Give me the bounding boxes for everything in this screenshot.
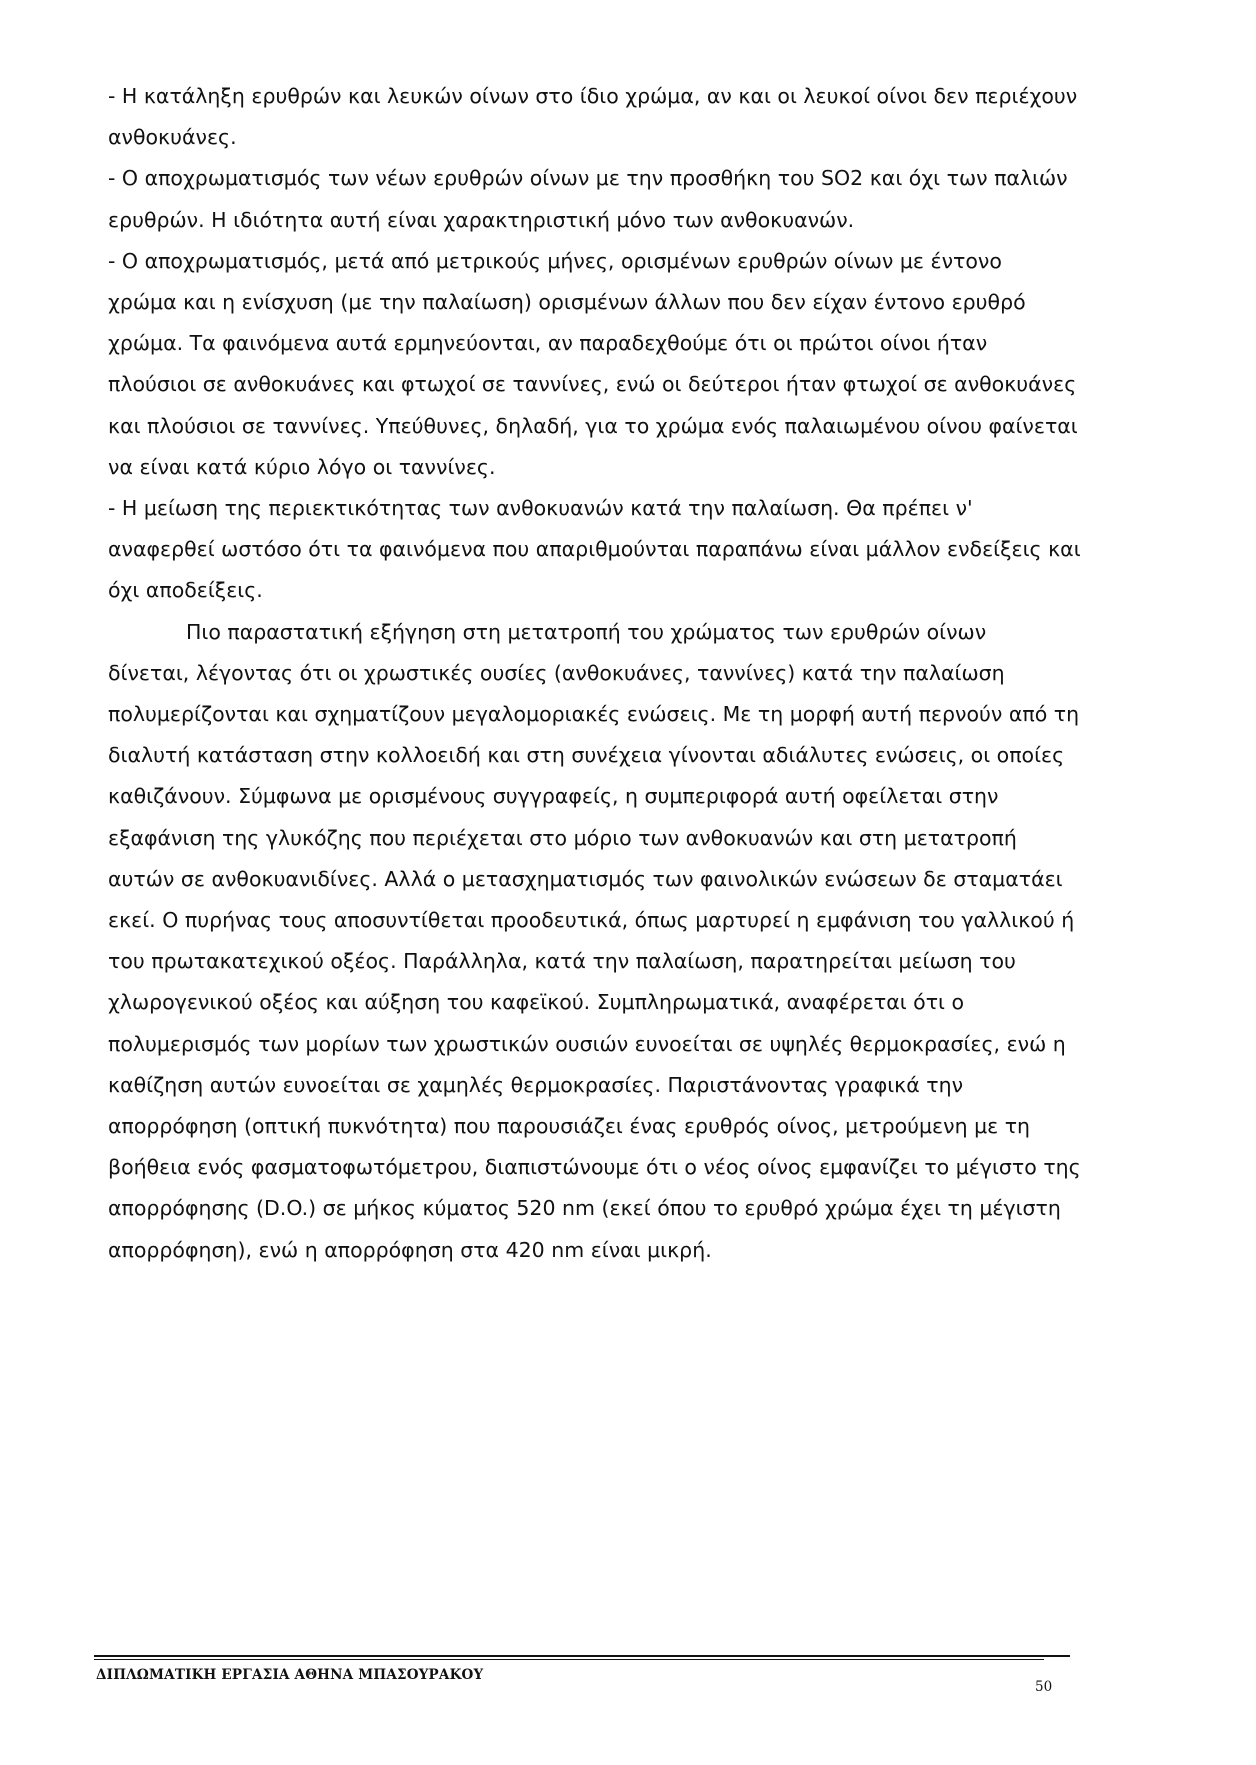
text-line: να είναι κατά κύριο λόγο οι ταννίνες. — [108, 454, 496, 479]
text-line: - Η κατάληξη ερυθρών και λευκών οίνων στο ίδιο χρώμα, αν και οι λευκοί οίνοι δεν περιέχουν — [108, 84, 1078, 108]
text-line: χρώμα. Τα φαινόμενα αυτά ερμηνεύονται, αν παραδεχθούμε ότι οι πρώτοι οίνοι ήταν — [108, 331, 988, 356]
text-line: εξαφάνιση της γλυκόζης που περιέχεται στο μόριο των ανθοκυανών και στη μετατροπή — [108, 825, 1017, 850]
text-line: όχι αποδείξεις. — [108, 578, 263, 603]
text-line: απορρόφησης (D.O.) σε μήκος κύματος 520 nm (εκεί όπου το ερυθρό χρώμα έχει τη μέγιστη — [108, 1196, 1061, 1221]
text-line: εκεί. Ο πυρήνας τους αποσυντίθεται προοδευτικά, όπως μαρτυρεί η εμφάνιση του γαλλικού ή — [108, 908, 1075, 933]
text-line: χλωρογενικού οξέος και αύξηση του καφεϊκού. Συμπληρωματικά, αναφέρεται ότι ο — [108, 990, 965, 1015]
text-line: αυτών σε ανθοκυανιδίνες. Αλλά ο μετασχηματισμός των φαινολικών ενώσεων δε σταματάει — [108, 866, 1063, 891]
text-line: καθίζηση αυτών ευνοείται σε χαμηλές θερμοκρασίες. Παριστάνοντας γραφικά την — [108, 1072, 964, 1097]
text-line: και πλούσιοι σε ταννίνες. Υπεύθυνες, δηλαδή, για το χρώμα ενός παλαιωμένου οίνου φαίνεται — [108, 413, 1078, 438]
text-line: δίνεται, λέγοντας ότι οι χρωστικές ουσίες (ανθοκυάνες, ταννίνες) κατά την παλαίωση — [108, 660, 1005, 685]
text-line: απορρόφηση), ενώ η απορρόφηση στα 420 nm είναι μικρή. — [108, 1237, 712, 1262]
text-line: χρώμα και η ενίσχυση (με την παλαίωση) ορισμένων άλλων που δεν είχαν έντονο ερυθρό — [108, 290, 1026, 315]
footer-divider — [94, 1655, 1070, 1657]
text-line: πλούσιοι σε ανθοκυάνες και φτωχοί σε ταννίνες, ενώ οι δεύτεροι ήταν φτωχοί σε ανθοκυάνες — [108, 372, 1077, 397]
page-body — [108, 76, 1116, 1271]
text-line: βοήθεια ενός φασματοφωτόμετρου, διαπιστώνουμε ότι ο νέος οίνος εμφανίζει το μέγιστο της — [108, 1155, 1081, 1180]
text-line: ερυθρών. Η ιδιότητα αυτή είναι χαρακτηριστική μόνο των ανθοκυανών. — [108, 207, 855, 232]
text-line: απορρόφηση (οπτική πυκνότητα) που παρουσιάζει ένας ερυθρός οίνος, μετρούμενη με τη — [108, 1114, 1031, 1139]
text-line: Πιο παραστατική εξήγηση στη μετατροπή του χρώματος των ερυθρών οίνων — [186, 619, 987, 644]
footer-title: ΔΙΠΛΩΜΑΤΙΚΗ ΕΡΓΑΣΙΑ ΑΘΗΝΑ ΜΠΑΣΟΥΡΑΚΟΥ — [96, 1667, 484, 1683]
footer-divider-thin — [94, 1659, 1044, 1660]
text-line: - Ο αποχρωματισμός των νέων ερυθρών οίνων με την προσθήκη του SO2 και όχι των παλιών — [108, 166, 1068, 191]
text-line: πολυμερισμός των μορίων των χρωστικών ουσιών ευνοείται σε υψηλές θερμοκρασίες, ενώ η — [108, 1031, 1066, 1056]
text-line: πολυμερίζονται και σχηματίζουν μεγαλομοριακές ενώσεις. Με τη μορφή αυτή περνούν από τη — [108, 702, 1080, 727]
text-line: καθιζάνουν. Σύμφωνα με ορισμένους συγγραφείς, η συμπεριφορά αυτή οφείλεται στην — [108, 784, 999, 809]
text-line: - Ο αποχρωματισμός, μετά από μετρικούς μήνες, ορισμένων ερυθρών οίνων με έντονο — [108, 248, 1002, 273]
text-line: αναφερθεί ωστόσο ότι τα φαινόμενα που απαριθμούνται παραπάνω είναι μάλλον ενδείξεις και — [108, 537, 1081, 562]
text-line: ανθοκυάνες. — [108, 125, 237, 150]
text-line: του πρωτακατεχικού οξέος. Παράλληλα, κατά την παλαίωση, παρατηρείται μείωση του — [108, 949, 1016, 974]
page-number: 50 — [1035, 1679, 1053, 1695]
text-line: διαλυτή κατάσταση στην κολλοειδή και στη συνέχεια γίνονται αδιάλυτες ενώσεις, οι οποίες — [108, 743, 1065, 768]
text-line: - Η μείωση της περιεκτικότητας των ανθοκυανών κατά την παλαίωση. Θα πρέπει ν' — [108, 496, 973, 521]
